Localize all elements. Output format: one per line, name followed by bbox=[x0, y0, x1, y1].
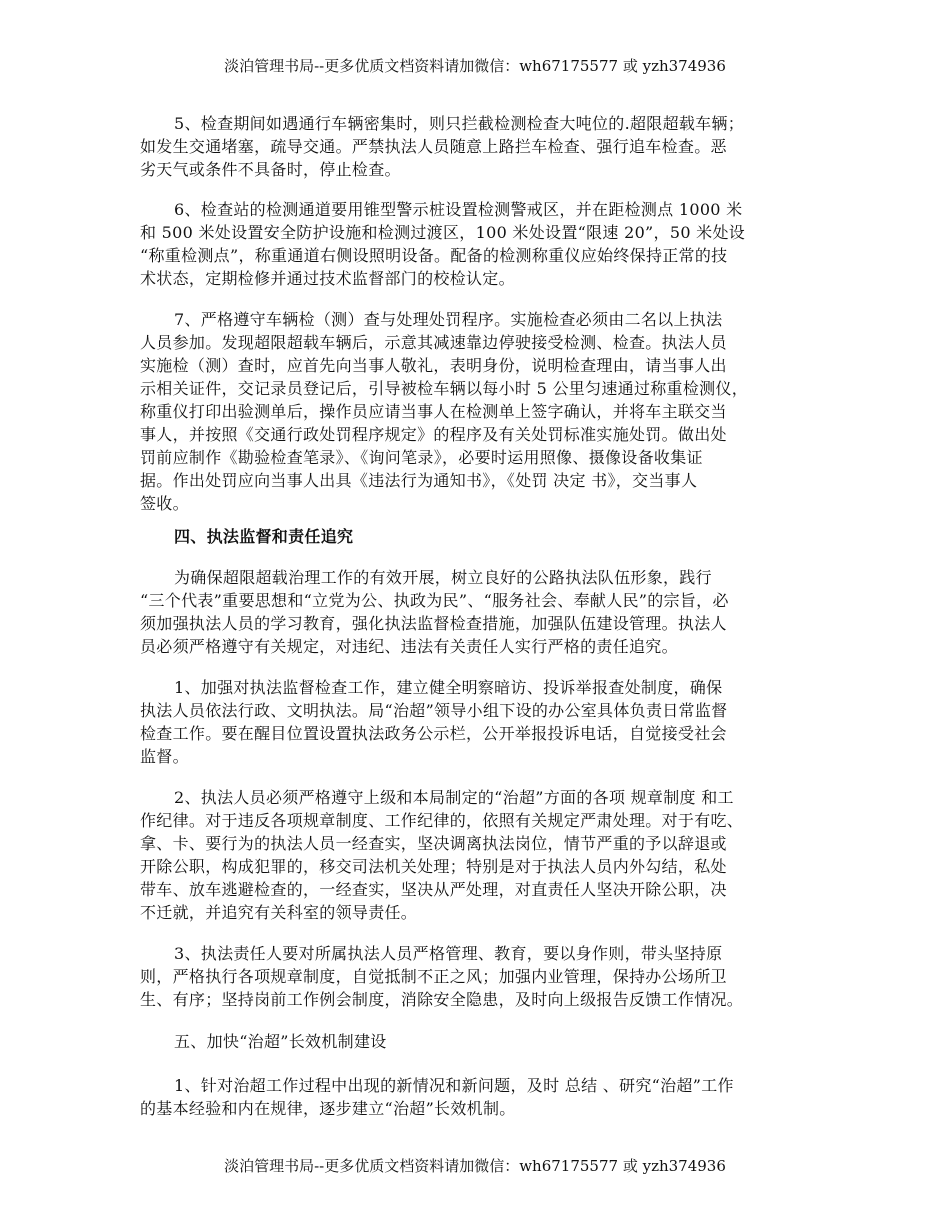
text-line: 5、检查期间如遇通行车辆密集时，则只拦截检测检查大吨位的.超限超载车辆； bbox=[174, 114, 745, 133]
text-line: 拿、卡、要行为的执法人员一经查实，坚决调离执法岗位，情节严重的予以辞退或 bbox=[140, 834, 727, 853]
text-line: 如发生交通堵塞，疏导交通。严禁执法人员随意上路拦车检查、强行追车检查。恶 bbox=[140, 137, 727, 156]
text-line: 据。作出处罚应向当事人出具《违法行为通知书》，《处罚 决定 书》，交当事人 bbox=[140, 471, 698, 490]
page-footer: 淡泊管理书局--更多优质文档资料请加微信：wh67175577 或 yzh374936 bbox=[224, 1157, 726, 1175]
text-line: 人员参加。发现超限超载车辆后，示意其减速靠边停驶接受检测、检查。执法人员 bbox=[140, 333, 727, 352]
text-line: 实施检（测）查时，应首先向当事人敬礼，表明身份，说明检查理由，请当事人出 bbox=[140, 356, 727, 375]
paragraph-6 bbox=[140, 198, 820, 290]
paragraph-7 bbox=[140, 308, 820, 515]
paragraph-5 bbox=[140, 112, 820, 181]
text-line: 签收。 bbox=[140, 494, 189, 513]
text-line: 监督。 bbox=[140, 747, 189, 766]
text-line: 事人，并按照《交通行政处罚程序规定》的程序及有关处罚标准实施处罚。做出处 bbox=[140, 425, 727, 444]
text-line: “三个代表”重要思想和“立党为公、执政为民”、“服务社会、奉献人民”的宗旨，必 bbox=[140, 591, 729, 610]
text-line: 7、严格遵守车辆检（测）查与处理处罚程序。实施检查必须由二名以上执法 bbox=[174, 310, 723, 329]
paragraph-section-4-intro bbox=[140, 566, 820, 658]
text-line: 劣天气或条件不具备时，停止检查。 bbox=[140, 160, 401, 179]
text-line: 生、有序；坚持岗前工作例会制度，消除安全隐患，及时向上级报告反馈工作情况。 bbox=[140, 990, 744, 1009]
text-line: 检查工作。要在醒目位置设置执法政务公示栏，公开举报投诉电话，自觉接受社会 bbox=[140, 724, 727, 743]
text-line: 的基本经验和内在规律，逐步建立“治超”长效机制。 bbox=[140, 1099, 516, 1118]
text-line: 开除公职，构成犯罪的，移交司法机关处理；特别是对于执法人员内外勾结，私处 bbox=[140, 857, 727, 876]
text-line: 和 500 米处设置安全防护设施和检测过渡区，100 米处设置“限速 20”，50 米处设 bbox=[140, 223, 746, 242]
paragraph-4-1 bbox=[140, 676, 820, 768]
heading-text: 五、加快“治超”长效机制建设 bbox=[174, 1032, 387, 1051]
section-heading-4 bbox=[140, 525, 820, 548]
text-line: 须加强执法人员的学习教育，强化执法监督检查措施，加强队伍建设管理。执法人 bbox=[140, 614, 727, 633]
text-line: 2、执法人员必须严格遵守上级和本局制定的“治超”方面的各项 规章制度 和工 bbox=[174, 788, 734, 807]
text-line: 员必须严格遵守有关规定，对违纪、违法有关责任人实行严格的责任追究。 bbox=[140, 637, 678, 656]
text-line: 称重仪打印出验测单后，操作员应请当事人在检测单上签字确认，并将车主联交当 bbox=[140, 402, 727, 421]
page-header: 淡泊管理书局--更多优质文档资料请加微信：wh67175577 或 yzh374936 bbox=[224, 57, 726, 75]
text-line: 1、针对治超工作过程中出现的新情况和新问题，及时 总结 、研究“治超”工作 bbox=[174, 1076, 734, 1095]
section-heading-5 bbox=[140, 1030, 820, 1053]
heading-text: 四、执法监督和责任追究 bbox=[174, 527, 354, 546]
text-line: 1、加强对执法监督检查工作，建立健全明察暗访、投诉举报查处制度，确保 bbox=[174, 678, 723, 697]
text-line: 则，严格执行各项规章制度，自觉抵制不正之风；加强内业管理，保持办公场所卫 bbox=[140, 967, 727, 986]
text-line: 罚前应制作《勘验检查笔录》、《询问笔录》，必要时运用照像、摄像设备收集证 bbox=[140, 448, 703, 467]
text-line: 作纪律。对于违反各项规章制度、工作纪律的，依照有关规定严肃处理。对于有吃、 bbox=[140, 811, 744, 830]
paragraph-5-1 bbox=[140, 1074, 820, 1120]
text-line: 不迁就，并追究有关科室的领导责任。 bbox=[140, 903, 418, 922]
text-line: 6、检查站的检测通道要用锥型警示桩设置检测警戒区，并在距检测点 1000 米 bbox=[174, 200, 743, 219]
text-line: “称重检测点”，称重通道右侧设照明设备。配备的检测称重仪应始终保持正常的技 bbox=[140, 246, 728, 265]
paragraph-4-3 bbox=[140, 942, 820, 1011]
text-line: 带车、放车逃避检查的，一经查实，坚决从严处理，对直责任人坚决开除公职，决 bbox=[140, 880, 727, 899]
paragraph-4-2 bbox=[140, 786, 820, 924]
text-line: 3、执法责任人要对所属执法人员严格管理、教育，要以身作则，带头坚持原 bbox=[174, 944, 723, 963]
text-line: 执法人员依法行政、文明执法。局“治超”领导小组下设的办公室具体负责日常监督 bbox=[140, 701, 728, 720]
text-line: 术状态，定期检修并通过技术监督部门的校检认定。 bbox=[140, 269, 515, 288]
text-line: 为确保超限超载治理工作的有效开展，树立良好的公路执法队伍形象，践行 bbox=[174, 568, 712, 587]
text-line: 示相关证件，交记录员登记后，引导被检车辆以每小时 5 公里匀速通过称重检测仪， bbox=[140, 379, 749, 398]
